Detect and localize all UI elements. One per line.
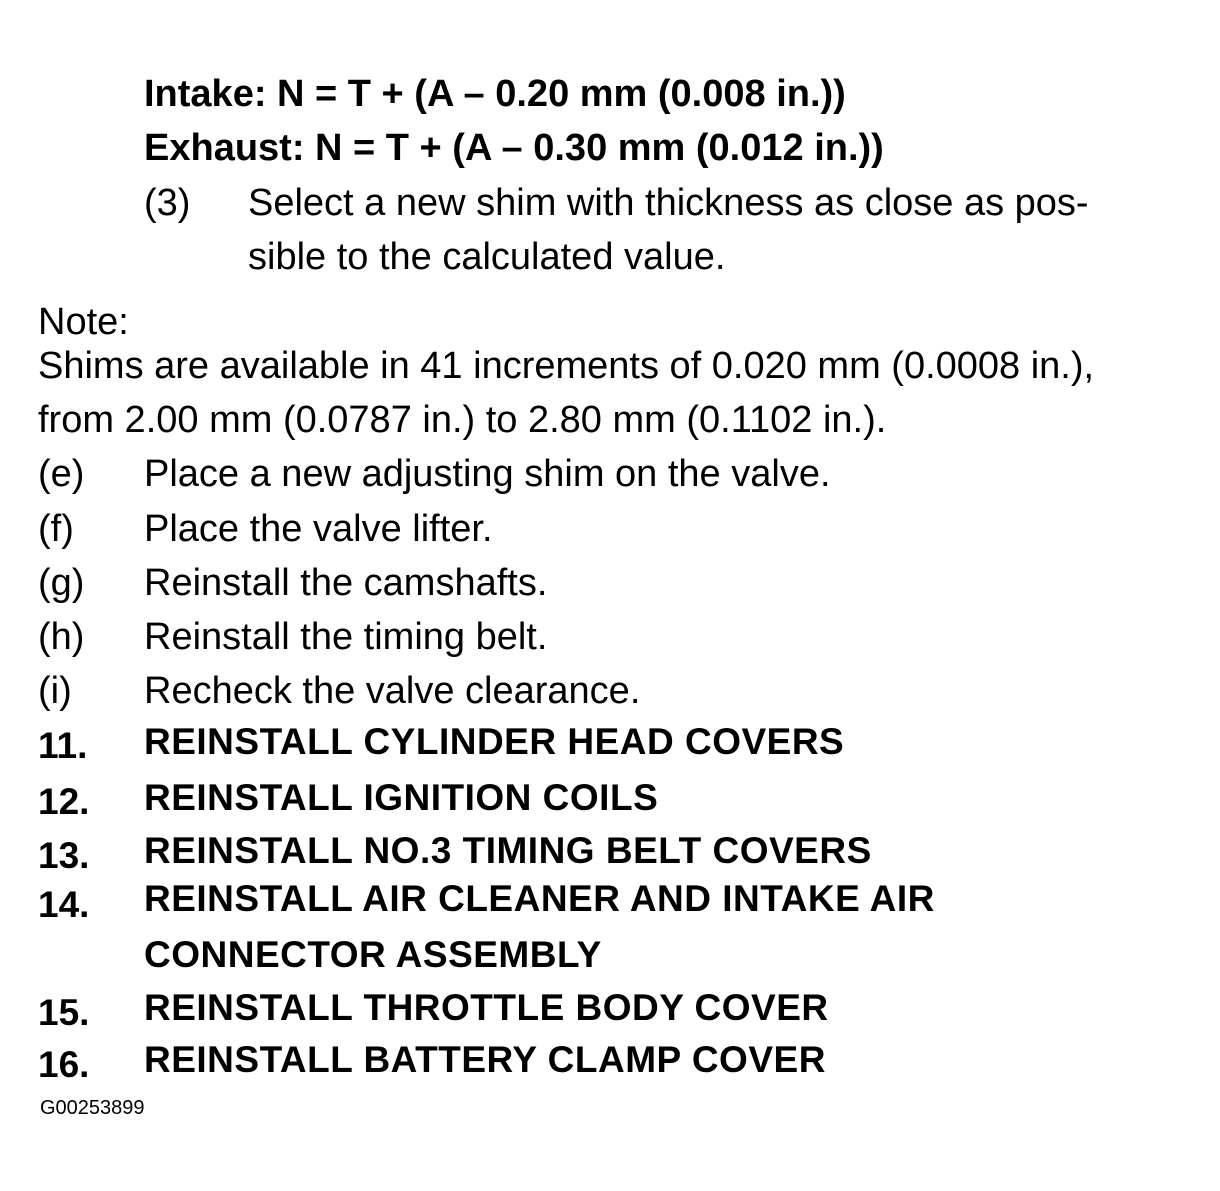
step-11-text: REINSTALL CYLINDER HEAD COVERS: [144, 721, 845, 762]
substep-h-text: Reinstall the timing belt.: [144, 616, 548, 658]
step-14-number: 14.: [38, 884, 90, 925]
substep-e-text: Place a new adjusting shim on the valve.: [144, 453, 831, 495]
note-line-2: from 2.00 mm (0.0787 in.) to 2.80 mm (0.1102 in.).: [38, 399, 887, 441]
substep-g-label: (g): [38, 562, 85, 604]
step-14-text-line-1: REINSTALL AIR CLEANER AND INTAKE AIR: [144, 878, 935, 919]
step-11-number: 11.: [38, 725, 88, 766]
step-13-text: REINSTALL NO.3 TIMING BELT COVERS: [144, 830, 872, 871]
substep-e-label: (e): [38, 453, 85, 495]
step-13-number: 13.: [38, 835, 90, 876]
substep-3-line-2: sible to the calculated value.: [248, 236, 726, 278]
substep-f-text: Place the valve lifter.: [144, 508, 493, 550]
substep-f-label: (f): [38, 508, 74, 550]
intake-formula: Intake: N = T + (A – 0.20 mm (0.008 in.)): [144, 73, 846, 115]
step-15-number: 15.: [38, 992, 90, 1033]
note-heading: Note:: [38, 301, 129, 343]
step-12-number: 12.: [38, 781, 90, 822]
substep-i-label: (i): [38, 670, 72, 712]
substep-3-line-1: Select a new shim with thickness as close as pos-: [248, 182, 1089, 224]
substep-i-text: Recheck the valve clearance.: [144, 670, 641, 712]
substep-3-label: (3): [144, 182, 191, 224]
step-12-text: REINSTALL IGNITION COILS: [144, 777, 659, 818]
step-16-text: REINSTALL BATTERY CLAMP COVER: [144, 1039, 826, 1080]
step-16-number: 16.: [38, 1044, 90, 1085]
figure-id: G00253899: [40, 1097, 145, 1119]
substep-g-text: Reinstall the camshafts.: [144, 562, 548, 604]
exhaust-formula: Exhaust: N = T + (A – 0.30 mm (0.012 in.)): [144, 127, 884, 169]
step-15-text: REINSTALL THROTTLE BODY COVER: [144, 987, 829, 1028]
note-line-1: Shims are available in 41 increments of 0.020 mm (0.0008 in.),: [38, 345, 1095, 387]
substep-h-label: (h): [38, 616, 85, 658]
step-14-text-line-2: CONNECTOR ASSEMBLY: [144, 934, 602, 975]
